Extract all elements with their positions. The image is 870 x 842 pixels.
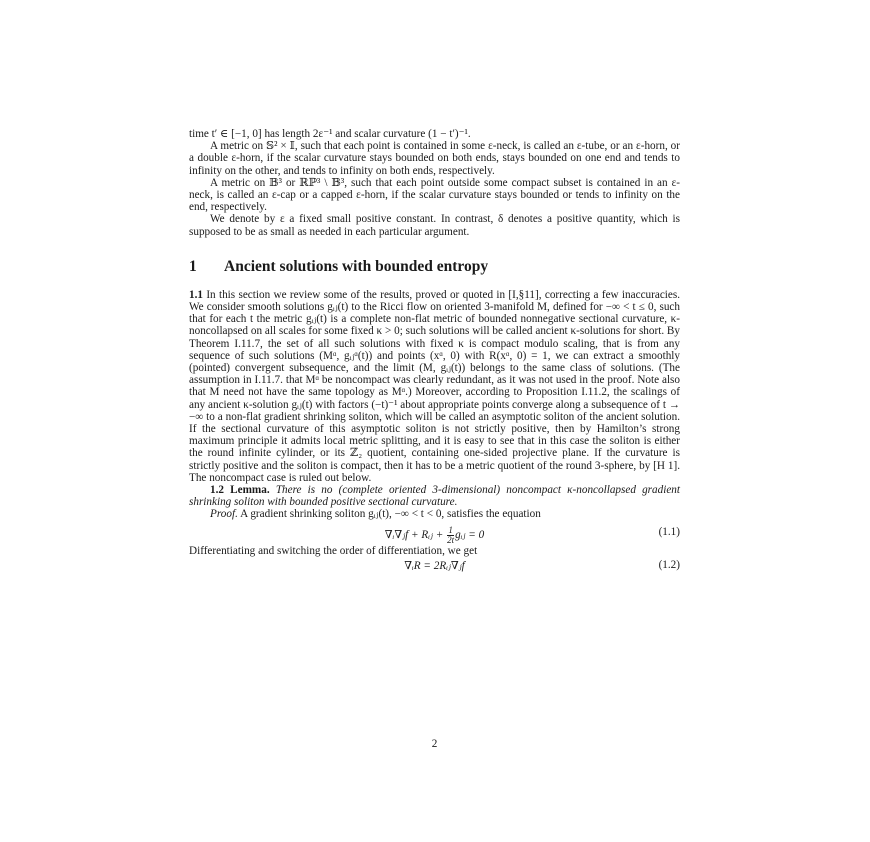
page-number: 2 [431, 738, 438, 750]
paragraph-1-1-text: In this section we review some of the results, proved or quoted in [I,§11], correcting a few inaccuracies. We consider smooth solutions gᵢⱼ(t) to the Ricci flow on oriented 3-manifold M, defined for −∞ < t ≤ 0, such that for each t the metric gᵢⱼ(t) is a complete non-flat metric of bounded nonnegative sectional curvature, κ-noncollapsed on all scales for some fixed κ > 0; such solutions will be called ancient κ-solutions for short. By Theorem I.11.7, the set of all such solutions with fixed κ is compact modulo scaling, that is from any sequence of such solutions (Mᵅ, gᵢⱼᵅ(t)) and points (xᵅ, 0) with R(xᵅ, 0) = 1, we can extract a smoothly (pointed) convergent subsequence, and the limit (M, gᵢⱼ(t)) belongs to the same class of solutions. (The assumption in I.11.7. that Mᵅ be noncompact was clearly redundant, as it was not used in the proof. Note also that M need not have the same topology as Mᵅ.) Moreover, according to Proposition I.11.2, the scalings of any ancient κ-solution gᵢⱼ(t) with factors (−t)⁻¹ about appropriate points converge along a subsequence of t → −∞ to a non-flat gradient shrinking soliton, which will be called an asymptotic soliton of the ancient solution. If the sectional curvature of this asymptotic soliton is not strictly positive, then by Hamilton’s strong maximum principle it admits local metric splitting, and it is easy to see that in this case the soliton is either the round infinite cylinder, or its ℤ₂ quotient, containing one-sided projective plane. If the curvature is strictly positive and the soliton is compact, then it has to be a metric quotient of the round 3-sphere, by [H 1]. The noncompact case is ruled out below. [189, 288, 681, 484]
equation-1-1-right: gᵢⱼ = 0 [455, 528, 485, 541]
paragraph-eps-cap-definition: A metric on 𝔹³ or ℝℙ³ \ 𝔹³, such that each point outside some compact subset is contained in an ε-neck, is called an ε-cap or a capped ε-horn, if the scalar curvature stays bounded or tends to infinity on the end, respectively. [189, 176, 680, 214]
paragraph-notation: We denote by ε a fixed small positive constant. In contrast, δ denotes a positive quantity, which is supposed to be as small as needed in each particular argument. [189, 213, 680, 238]
equation-1-2 [189, 557, 680, 575]
paragraph-eps-tube-definition: A metric on 𝕊² × 𝕀, such that each point is contained in some ε-neck, is called an ε-tube, or an ε-horn, or a double ε-horn, if the scalar curvature stays bounded on both ends, stays bounded on one end and tends to infinity on the other, and tends to infinity on both ends, respectively. [189, 140, 680, 177]
paragraph-continuation: time t′ ∈ [−1, 0] has length 2ε⁻¹ and scalar curvature (1 − t′)⁻¹. [189, 128, 471, 140]
section-title: Ancient solutions with bounded entropy [224, 257, 489, 275]
proof-label: Proof. [210, 508, 238, 521]
lemma-statement: There is no (complete oriented 3-dimensional) noncompact κ-noncollapsed gradient shrinking soliton with bounded positive sectional curvature. [189, 484, 681, 509]
lemma-1-2 [189, 484, 680, 508]
proof-paragraph [189, 508, 680, 520]
paper-page [189, 128, 681, 750]
paragraph-1-1 [189, 289, 680, 484]
equation-1-2-body: ∇ᵢR = 2Rᵢⱼ∇ⱼf [404, 559, 465, 572]
equation-1-1-fraction [447, 526, 454, 545]
fraction-denominator: 2t [447, 534, 455, 545]
paragraph-1-1-label: 1.1 [189, 288, 203, 301]
equation-1-1 [189, 521, 680, 545]
section-number: 1 [189, 257, 197, 275]
equation-1-1-left: ∇ᵢ∇ⱼf + Rᵢⱼ + [384, 528, 447, 541]
equation-1-1-tag: (1.1) [658, 525, 680, 538]
lemma-label: 1.2 Lemma. [210, 484, 270, 497]
fraction-numerator: 1 [448, 524, 453, 535]
section-heading [189, 258, 680, 276]
proof-text: A gradient shrinking soliton gᵢⱼ(t), −∞ < t < 0, satisfies the equation [240, 508, 541, 521]
equation-1-2-tag: (1.2) [658, 558, 680, 571]
paragraph-differentiating: Differentiating and switching the order of differentiation, we get [189, 544, 478, 557]
